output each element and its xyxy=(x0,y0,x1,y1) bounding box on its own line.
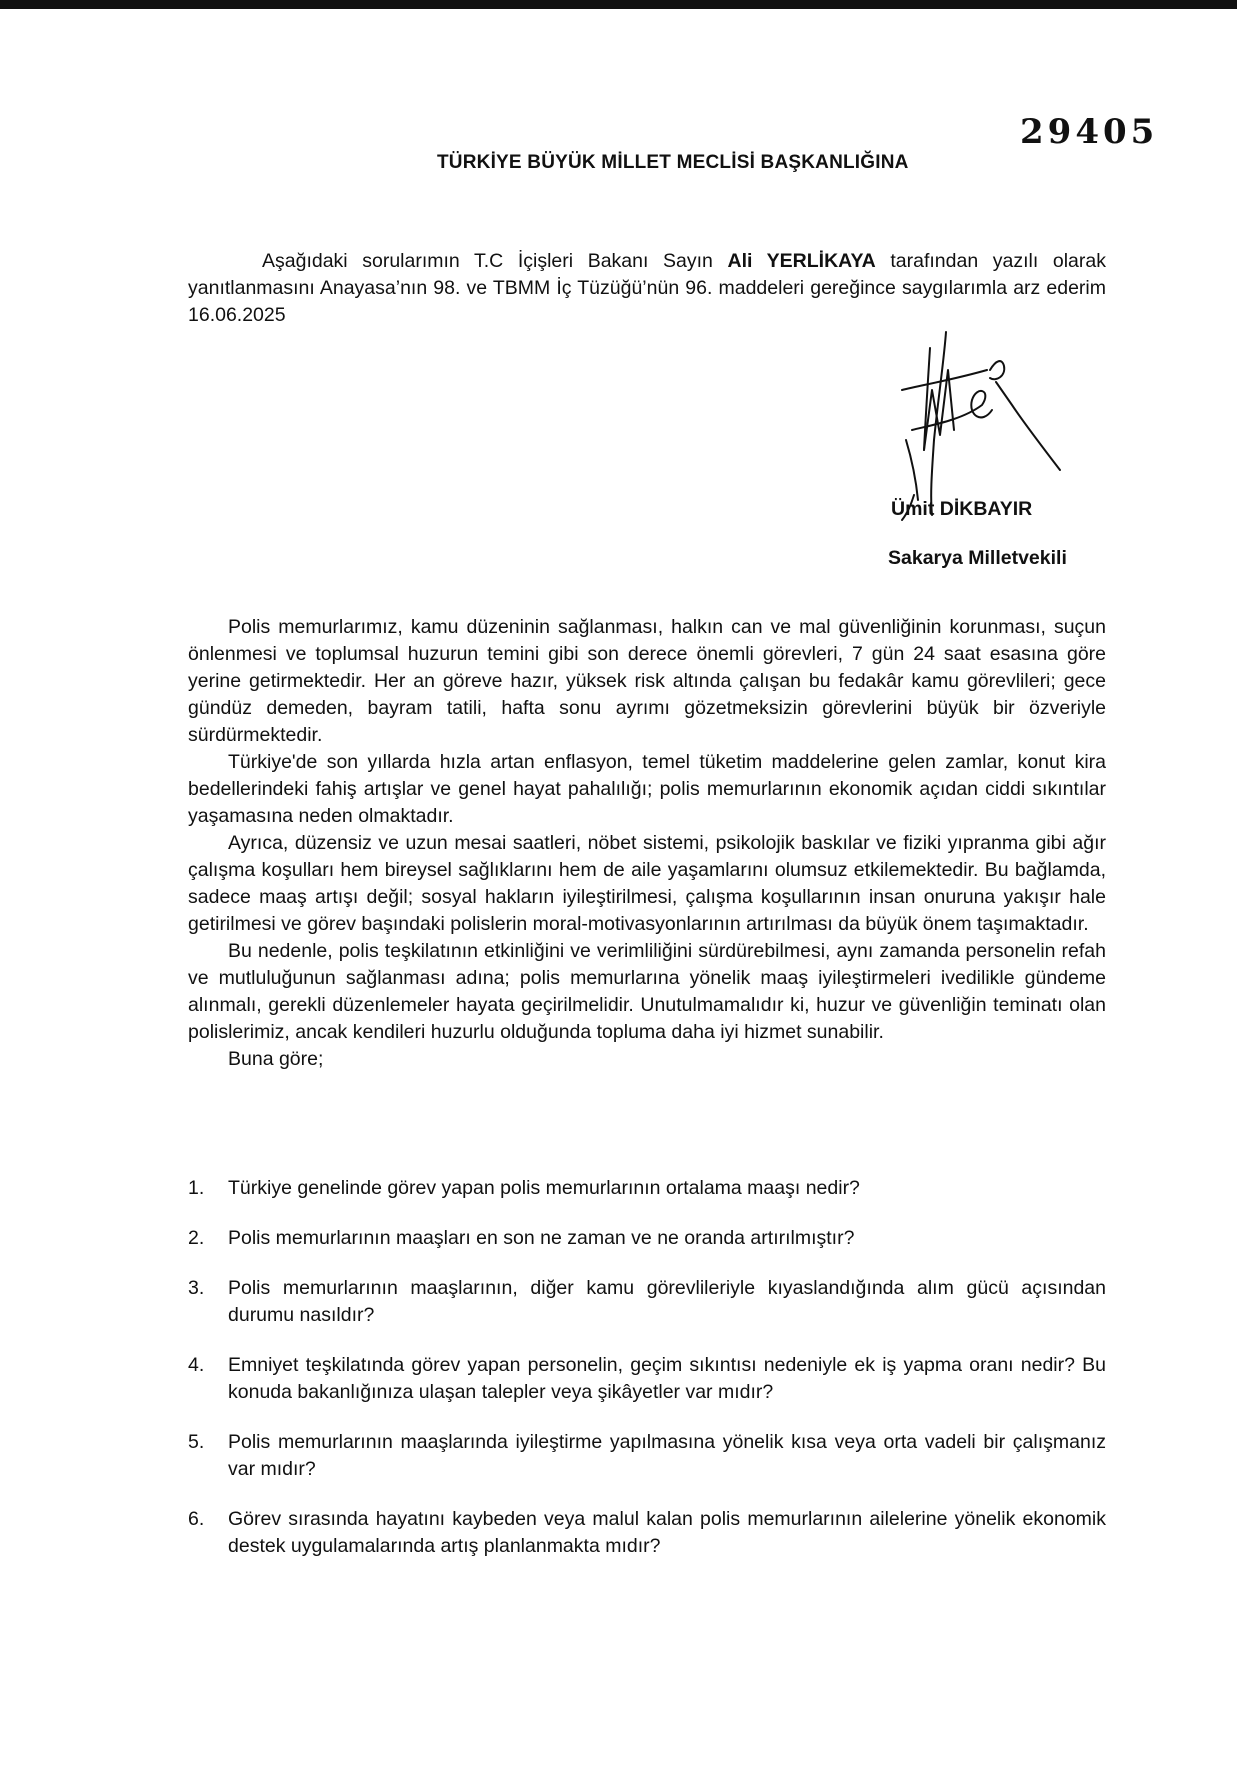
intro-text-before: Aşağıdaki sorularımın T.C İçişleri Bakanı Sayın xyxy=(262,250,728,272)
body-paragraph: Polis memurlarımız, kamu düzeninin sağlanması, halkın can ve mal güvenliğinin korunması, suçun önlenmesi ve toplumsal huzurun temini gibi son derece önemli görevleri, 7 gün 24 saat esasına göre yerine getirmektedir. Her an göreve hazır, yüksek risk altında çalışan bu fedakâr kamu görevlileri; gece gündüz demeden, bayram tatili, hafta sonu ayrımı gözetmeksizin görevlerini büyük bir özveriyle sürdürmektedir. xyxy=(188,616,1106,746)
question-list xyxy=(188,1175,1106,1583)
question-text: Emniyet teşkilatında görev yapan personelin, geçim sıkıntısı nedeniyle ek iş yapma oranı nedir? Bu konuda bakanlığınıza ulaşan talepler veya şikâyetler var mıdır? xyxy=(228,1354,1106,1403)
document-number-stamp: 29405 xyxy=(1020,112,1159,152)
signer-title: Sakarya Milletvekili xyxy=(888,547,1067,569)
body-text xyxy=(188,614,1106,1073)
question-number: 3. xyxy=(188,1277,205,1299)
body-paragraph: Bu nedenle, polis teşkilatının etkinliğini ve verimliliğini sürdürebilmesi, aynı zamanda personelin refah ve mutluluğunun sağlanması adına; polis memurlarına yönelik maaş iyileştirmeleri ivedilikle gündeme alınmalı, gerekli düzenlemeler hayata geçirilmelidir. Unutulmamalıdır ki, huzur ve güvenliğin teminatı olan polislerimiz, ancak kendileri huzurlu olduğunda topluma daha iyi hizmet sunabilir. xyxy=(188,940,1106,1043)
question-text: Türkiye genelinde görev yapan polis memurlarının ortalama maaşı nedir? xyxy=(228,1177,860,1199)
signer-name: Ümit DİKBAYIR xyxy=(891,498,1033,520)
question-item xyxy=(188,1352,1106,1406)
question-item xyxy=(188,1506,1106,1560)
intro-text-after: tarafından yazılı olarak yanıtlanmasını Anayasa’nın 98. ve TBMM İç Tüzüğü’nün 96. maddeleri gereğince saygılarımla arz ederim 16.06.2025 xyxy=(188,250,1106,326)
question-number: 5. xyxy=(188,1431,205,1453)
question-item xyxy=(188,1225,1106,1252)
question-number: 4. xyxy=(188,1354,205,1376)
question-text: Polis memurlarının maaşları en son ne zaman ve ne oranda artırılmıştır? xyxy=(228,1227,855,1249)
question-item xyxy=(188,1429,1106,1483)
question-item xyxy=(188,1175,1106,1202)
minister-name: Ali YERLİKAYA xyxy=(727,250,876,272)
scan-edge xyxy=(0,0,1237,9)
body-paragraph: Ayrıca, düzensiz ve uzun mesai saatleri, nöbet sistemi, psikolojik baskılar ve fiziki yıpranma gibi ağır çalışma koşulları hem bireysel sağlıklarını hem de aile yaşamlarını olumsuz etkilemektedir. Bu bağlamda, sadece maaş artışı değil; sosyal hakların iyileştirilmesi, çalışma koşullarının insan onuruna yakışır hale getirilmesi ve görev başındaki polislerin moral-motivasyonlarının artırılması da büyük önem taşımaktadır. xyxy=(188,832,1106,935)
question-text: Görev sırasında hayatını kaybeden veya malul kalan polis memurlarının ailelerine yönelik ekonomik destek uygulamalarında artış planlanmakta mıdır? xyxy=(228,1508,1106,1557)
question-item xyxy=(188,1275,1106,1329)
question-number: 1. xyxy=(188,1177,205,1199)
intro-paragraph xyxy=(188,248,1106,329)
body-paragraph: Türkiye'de son yıllarda hızla artan enflasyon, temel tüketim maddelerine gelen zamlar, konut kira bedellerindeki fahiş artışlar ve genel hayat pahalılığı; polis memurlarının ekonomik açıdan ciddi sıkıntılar yaşamasına neden olmaktadır. xyxy=(188,751,1106,827)
question-number: 6. xyxy=(188,1508,205,1530)
question-number: 2. xyxy=(188,1227,205,1249)
question-text: Polis memurlarının maaşlarında iyileştirme yapılmasına yönelik kısa veya orta vadeli bir çalışmanız var mıdır? xyxy=(228,1431,1106,1480)
document-heading: TÜRKİYE BÜYÜK MİLLET MECLİSİ BAŞKANLIĞINA xyxy=(437,152,909,173)
question-text: Polis memurlarının maaşlarının, diğer kamu görevlileriyle kıyaslandığında alım gücü açısından durumu nasıldır? xyxy=(228,1277,1106,1326)
questions-lead-in: Buna göre; xyxy=(228,1048,324,1070)
